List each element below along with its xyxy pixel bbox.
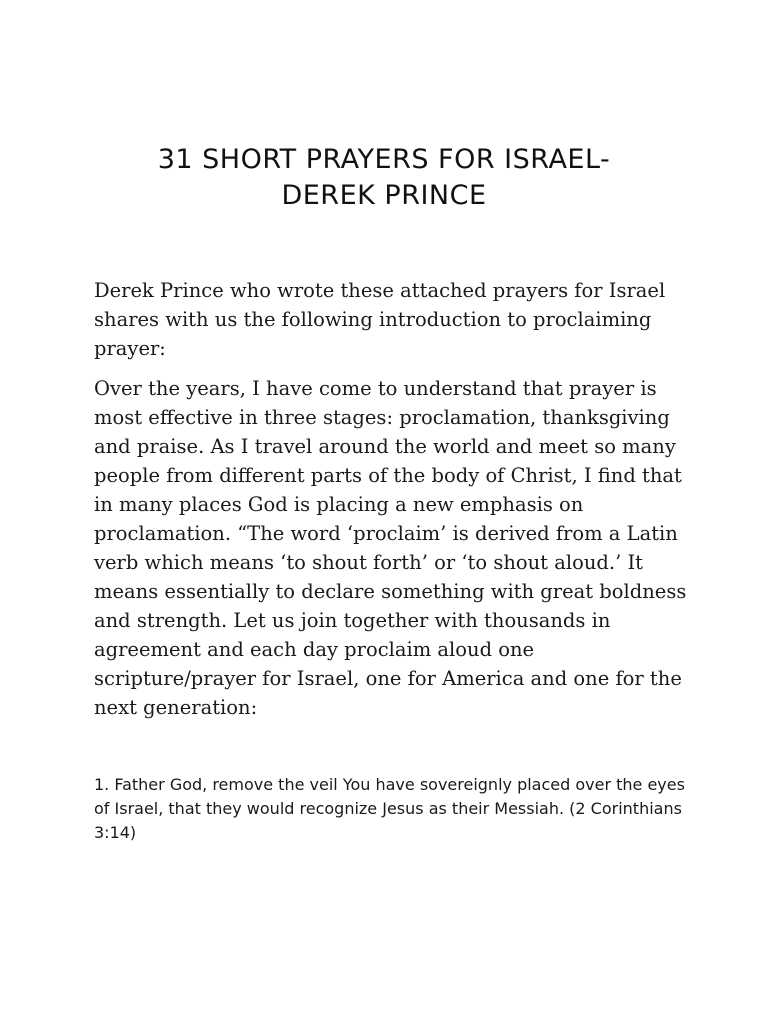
quote-paragraph: Over the years, I have come to understand that prayer is most effective in three stages: proclamation, thanksgiving and praise. As I travel around the world and meet so many people from different parts of the body of Christ, I find that in many places God is placing a new emphasis on proclamation. “The word ‘proclaim’ is derived from a Latin verb which means ‘to shout forth’ or ‘to shout aloud.’ It means essentially to declare something with great boldness and strength. Let us join together with thousands in agreement and each day proclaim aloud one scripture/prayer for Israel, one for America and one for the next generation: <box>94 377 687 719</box>
intro-paragraph: Derek Prince who wrote these attached prayers for Israel shares with us the following introduction to proclaiming prayer: <box>94 279 666 360</box>
prayer-item-1: 1. Father God, remove the veil You have sovereignly placed over the eyes of Israel, that they would recognize Jesus as their Messiah. (2 Corinthians 3:14) <box>94 775 685 842</box>
title-line-1: 31 SHORT PRAYERS FOR ISRAEL- <box>157 144 611 175</box>
title-line-2: DEREK PRINCE <box>281 180 487 211</box>
page-title <box>60 142 708 214</box>
